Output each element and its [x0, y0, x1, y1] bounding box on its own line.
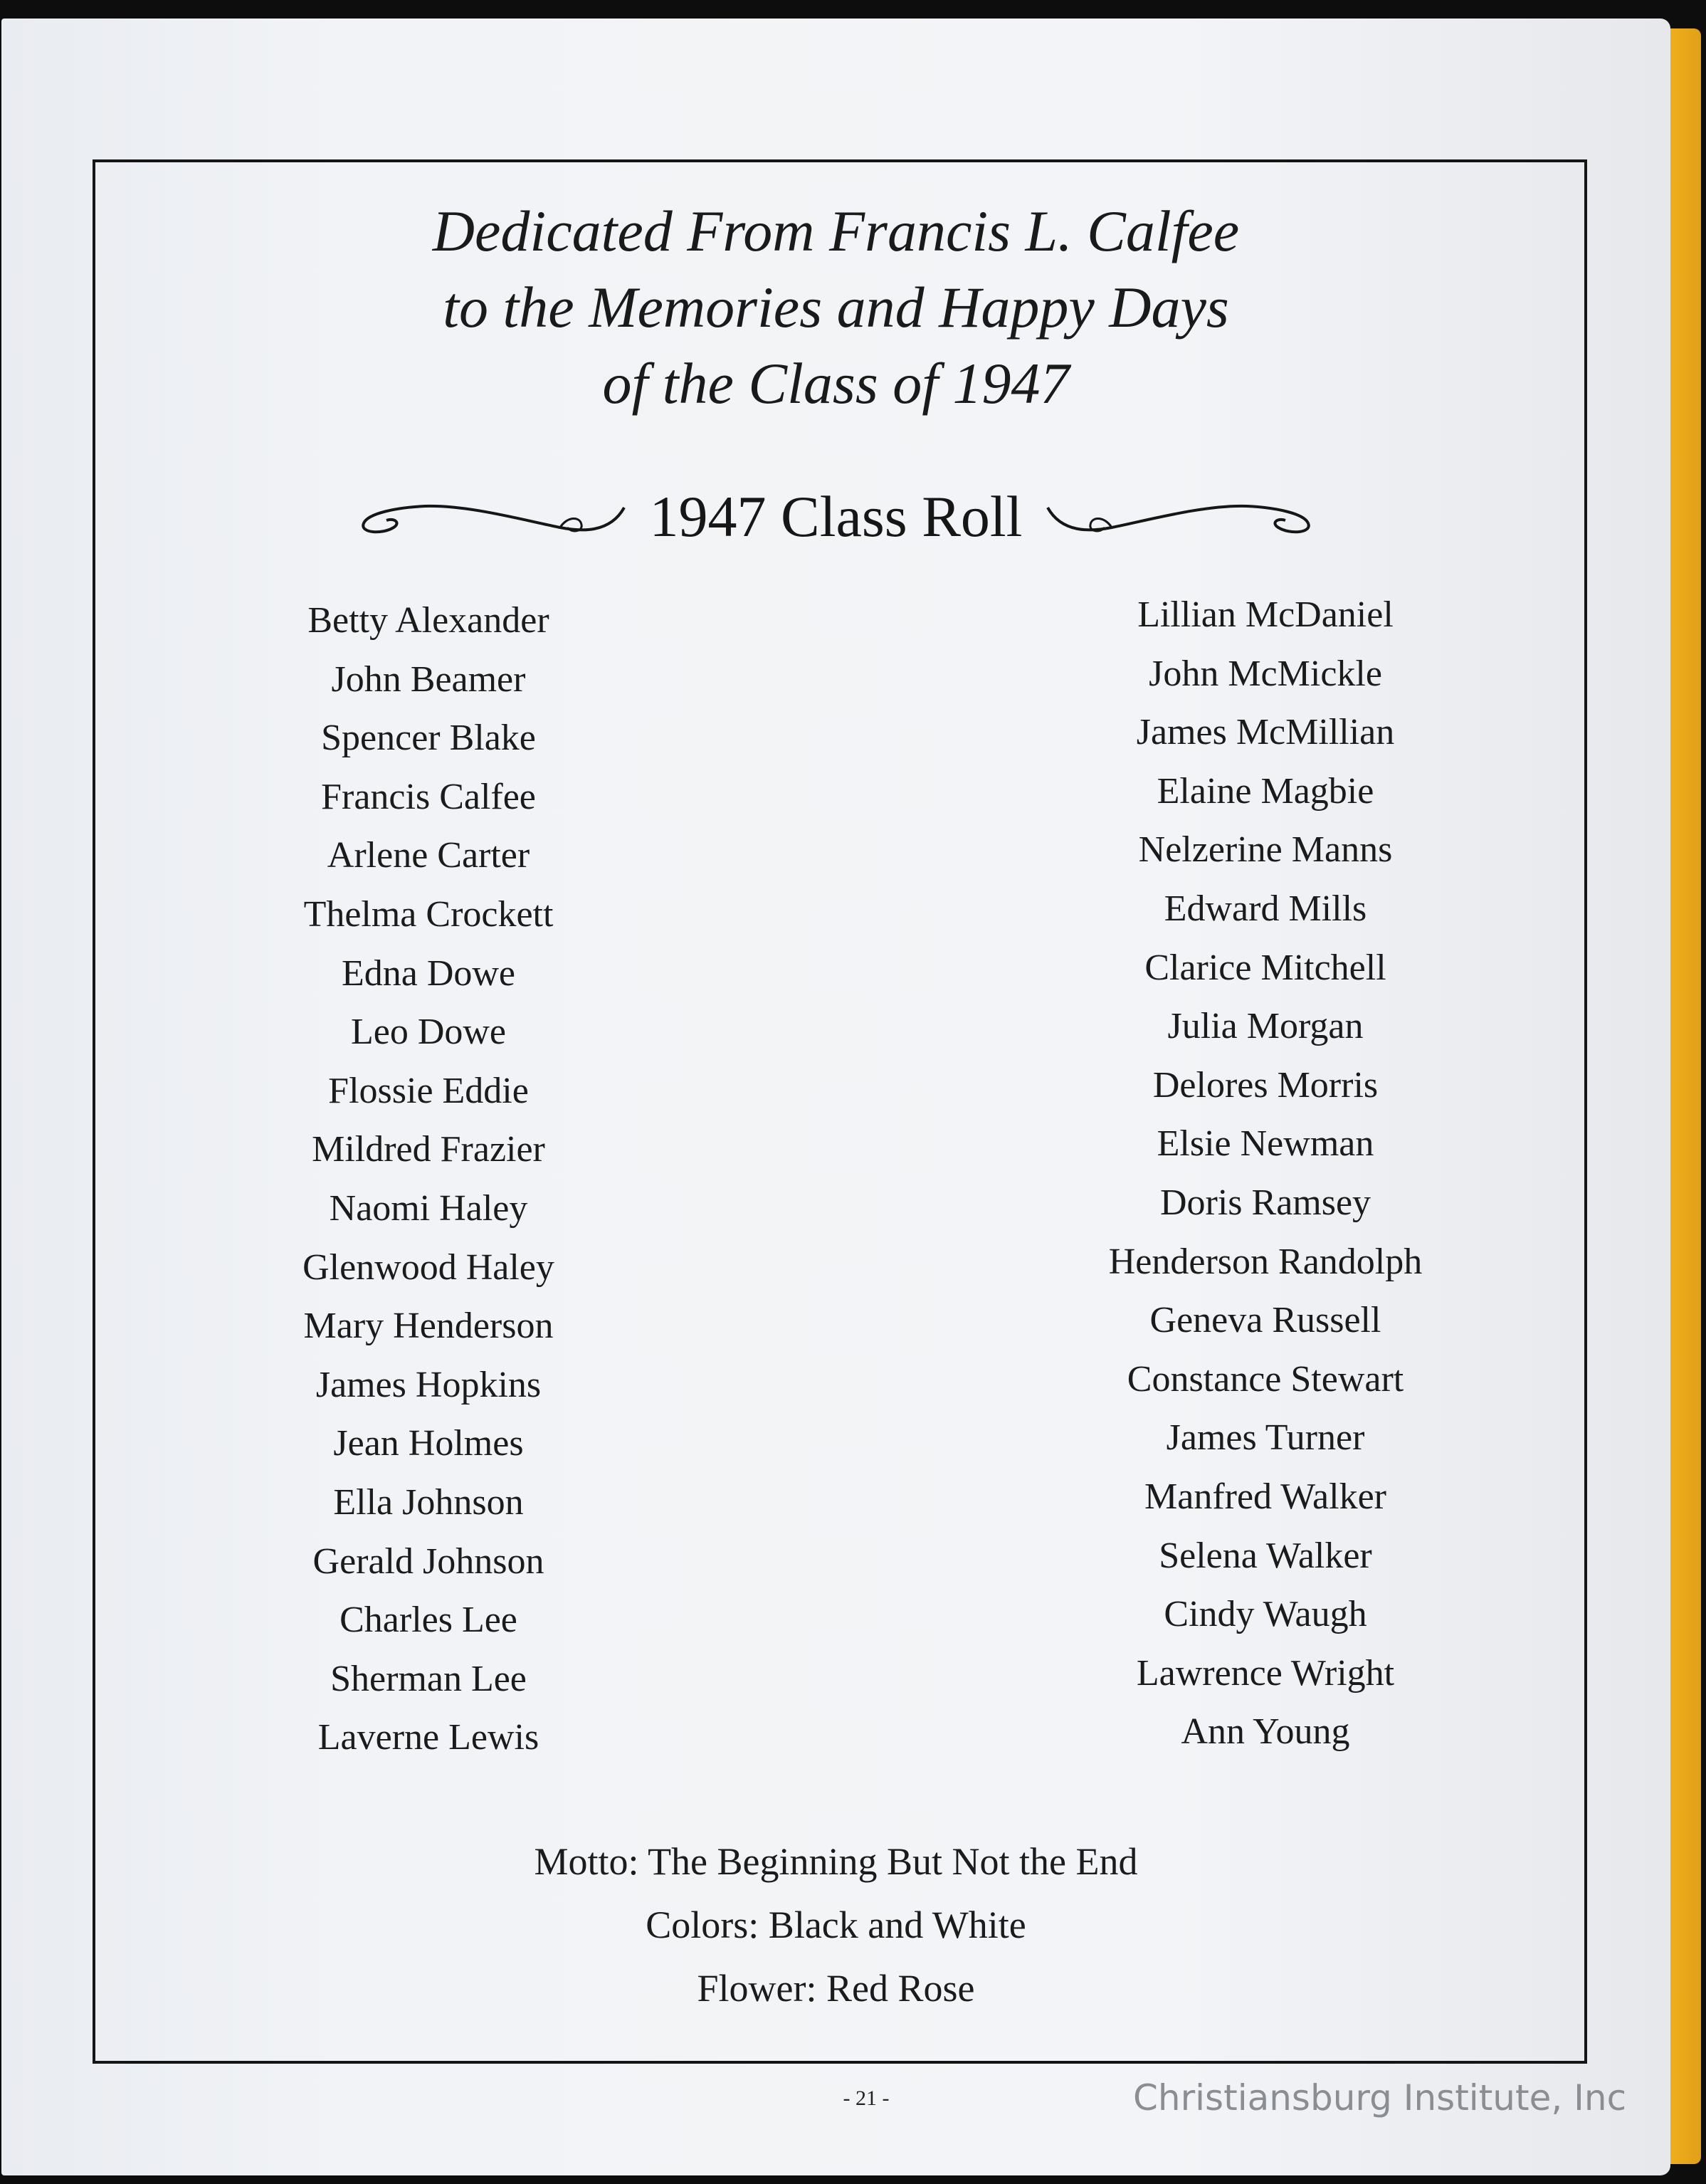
student-name: Laverne Lewis [317, 1717, 539, 1758]
class-colors: Colors: Black and White [646, 1904, 1026, 1946]
student-name: Ann Young [1181, 1711, 1350, 1753]
student-name: Ella Johnson [333, 1481, 524, 1523]
student-name: Lillian McDaniel [1137, 594, 1394, 635]
class-details [1, 1830, 1670, 2020]
class-flower: Flower: Red Rose [697, 1967, 975, 2010]
class-roll-title: 1947 Class Roll [649, 484, 1023, 549]
student-name: Manfred Walker [1144, 1476, 1386, 1517]
student-name: John McMickle [1149, 653, 1382, 694]
student-name: James Turner [1166, 1417, 1365, 1459]
dedication-heading [1, 193, 1670, 421]
student-name: Julia Morgan [1167, 1006, 1364, 1047]
student-name: Henderson Randolph [1108, 1241, 1423, 1282]
student-name: Doris Ramsey [1159, 1182, 1371, 1223]
student-name: Nelzerine Manns [1138, 829, 1393, 871]
class-roll-right-column [1016, 586, 1515, 1762]
student-name: Lawrence Wright [1136, 1652, 1395, 1694]
student-name: Constance Stewart [1127, 1358, 1404, 1400]
student-name: James Hopkins [315, 1364, 542, 1405]
watermark: Christiansburg Institute, Inc [1133, 2077, 1627, 2119]
student-name: Selena Walker [1159, 1535, 1372, 1576]
student-name: John Beamer [331, 658, 526, 700]
student-name: Elaine Magbie [1157, 770, 1374, 812]
student-name: Clarice Mitchell [1144, 947, 1386, 988]
student-name: Cindy Waugh [1164, 1594, 1367, 1635]
student-name: Betty Alexander [307, 600, 549, 641]
student-name: Spencer Blake [321, 718, 536, 759]
student-name: James McMillian [1136, 712, 1395, 753]
student-name: Edward Mills [1164, 888, 1367, 929]
student-name: Mary Henderson [303, 1306, 554, 1347]
class-roll-heading [1, 481, 1670, 552]
dedication-line: Dedicated From Francis L. Calfee [432, 199, 1240, 263]
student-name: Flossie Eddie [328, 1070, 529, 1111]
student-name: Charles Lee [339, 1600, 517, 1641]
student-name: Edna Dowe [341, 952, 516, 994]
student-name: Geneva Russell [1149, 1300, 1381, 1341]
class-roll-left-column [179, 592, 678, 1768]
student-name: Thelma Crockett [303, 893, 554, 935]
page-number: - 21 - [843, 2086, 890, 2110]
student-name: Naomi Haley [329, 1187, 528, 1229]
dedication-line: to the Memories and Happy Days [443, 275, 1229, 340]
right-flourish-ornament [1041, 492, 1318, 542]
student-name: Jean Holmes [333, 1423, 524, 1464]
class-motto: Motto: The Beginning But Not the End [534, 1840, 1138, 1883]
student-name: Elsie Newman [1157, 1123, 1374, 1165]
left-flourish-ornament [354, 492, 631, 542]
student-name: Gerald Johnson [312, 1540, 544, 1582]
student-name: Sherman Lee [330, 1658, 527, 1699]
student-name: Arlene Carter [327, 835, 530, 876]
student-name: Mildred Frazier [312, 1129, 545, 1170]
student-name: Glenwood Haley [302, 1246, 554, 1288]
student-name: Francis Calfee [321, 776, 536, 817]
student-name: Delores Morris [1152, 1064, 1379, 1106]
yearbook-page [1, 19, 1670, 2175]
student-name: Leo Dowe [350, 1012, 507, 1053]
dedication-line: of the Class of 1947 [602, 351, 1070, 416]
